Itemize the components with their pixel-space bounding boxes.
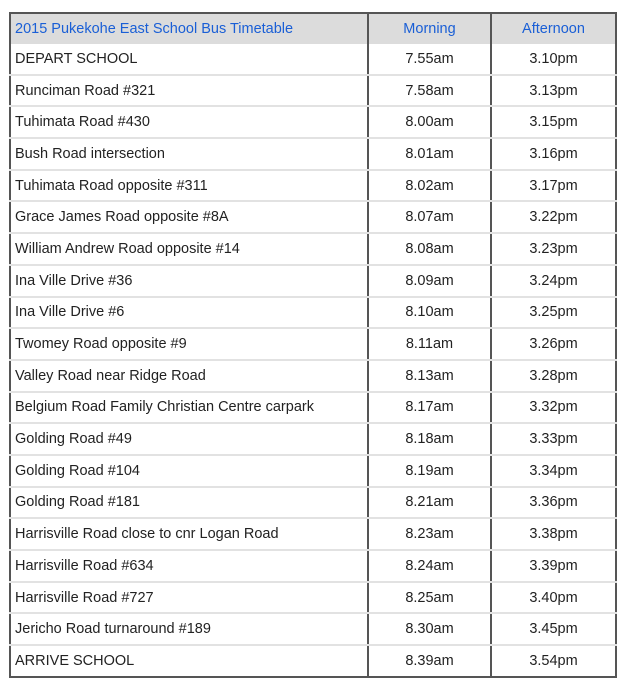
table-row xyxy=(10,297,616,329)
stop-name: Twomey Road opposite #9 xyxy=(10,328,368,360)
table-row xyxy=(10,455,616,487)
table-row xyxy=(10,170,616,202)
morning-time: 8.00am xyxy=(368,106,491,138)
stop-name: Belgium Road Family Christian Centre carpark xyxy=(10,392,368,424)
stop-name: Harrisville Road close to cnr Logan Road xyxy=(10,518,368,550)
morning-time: 8.21am xyxy=(368,487,491,519)
afternoon-time: 3.33pm xyxy=(491,423,616,455)
morning-time: 7.58am xyxy=(368,75,491,107)
morning-time: 8.19am xyxy=(368,455,491,487)
stop-name: Golding Road #49 xyxy=(10,423,368,455)
timetable-body xyxy=(10,44,616,677)
stop-name: Jericho Road turnaround #189 xyxy=(10,613,368,645)
afternoon-time: 3.28pm xyxy=(491,360,616,392)
morning-time: 8.39am xyxy=(368,645,491,677)
morning-time: 8.18am xyxy=(368,423,491,455)
table-row xyxy=(10,487,616,519)
timetable-container xyxy=(9,12,615,678)
table-row xyxy=(10,233,616,265)
afternoon-time: 3.24pm xyxy=(491,265,616,297)
afternoon-time: 3.15pm xyxy=(491,106,616,138)
morning-time: 8.30am xyxy=(368,613,491,645)
table-row xyxy=(10,392,616,424)
morning-time: 8.09am xyxy=(368,265,491,297)
stop-name: Harrisville Road #634 xyxy=(10,550,368,582)
stop-name: Golding Road #181 xyxy=(10,487,368,519)
afternoon-time: 3.39pm xyxy=(491,550,616,582)
morning-time: 7.55am xyxy=(368,44,491,75)
afternoon-time: 3.38pm xyxy=(491,518,616,550)
morning-time: 8.02am xyxy=(368,170,491,202)
morning-time: 8.07am xyxy=(368,201,491,233)
afternoon-time: 3.26pm xyxy=(491,328,616,360)
table-row xyxy=(10,44,616,75)
morning-header: Morning xyxy=(368,13,491,44)
table-row xyxy=(10,138,616,170)
stop-name: Bush Road intersection xyxy=(10,138,368,170)
stop-name: Tuhimata Road opposite #311 xyxy=(10,170,368,202)
table-row xyxy=(10,328,616,360)
table-row xyxy=(10,613,616,645)
stop-name: Tuhimata Road #430 xyxy=(10,106,368,138)
afternoon-time: 3.34pm xyxy=(491,455,616,487)
afternoon-time: 3.25pm xyxy=(491,297,616,329)
morning-time: 8.10am xyxy=(368,297,491,329)
table-row xyxy=(10,201,616,233)
afternoon-time: 3.10pm xyxy=(491,44,616,75)
afternoon-time: 3.17pm xyxy=(491,170,616,202)
afternoon-time: 3.23pm xyxy=(491,233,616,265)
afternoon-time: 3.45pm xyxy=(491,613,616,645)
morning-time: 8.25am xyxy=(368,582,491,614)
afternoon-time: 3.36pm xyxy=(491,487,616,519)
morning-time: 8.24am xyxy=(368,550,491,582)
stop-name: DEPART SCHOOL xyxy=(10,44,368,75)
table-row xyxy=(10,265,616,297)
morning-time: 8.01am xyxy=(368,138,491,170)
afternoon-time: 3.16pm xyxy=(491,138,616,170)
table-row xyxy=(10,106,616,138)
bus-timetable xyxy=(9,12,617,678)
morning-time: 8.13am xyxy=(368,360,491,392)
header-row xyxy=(10,13,616,44)
stop-name: Ina Ville Drive #36 xyxy=(10,265,368,297)
stop-name: Grace James Road opposite #8A xyxy=(10,201,368,233)
table-row xyxy=(10,75,616,107)
stop-name: Golding Road #104 xyxy=(10,455,368,487)
morning-time: 8.23am xyxy=(368,518,491,550)
stop-name: ARRIVE SCHOOL xyxy=(15,652,135,669)
afternoon-time: 3.13pm xyxy=(491,75,616,107)
morning-time: 8.11am xyxy=(368,328,491,360)
table-row xyxy=(10,360,616,392)
stop-name: Valley Road near Ridge Road xyxy=(10,360,368,392)
stop-name: William Andrew Road opposite #14 xyxy=(10,233,368,265)
afternoon-header: Afternoon xyxy=(491,13,616,44)
stop-name: Ina Ville Drive #6 xyxy=(10,297,368,329)
morning-time: 8.08am xyxy=(368,233,491,265)
afternoon-time: 3.32pm xyxy=(491,392,616,424)
timetable-title: 2015 Pukekohe East School Bus Timetable xyxy=(10,13,368,44)
morning-time: 8.17am xyxy=(368,392,491,424)
table-row xyxy=(10,518,616,550)
stop-name: Runciman Road #321 xyxy=(10,75,368,107)
table-row xyxy=(10,582,616,614)
afternoon-time: 3.54pm xyxy=(491,645,616,677)
table-row xyxy=(10,423,616,455)
table-row xyxy=(10,550,616,582)
afternoon-time: 3.22pm xyxy=(491,201,616,233)
stop-name: Harrisville Road #727 xyxy=(10,582,368,614)
afternoon-time: 3.40pm xyxy=(491,582,616,614)
